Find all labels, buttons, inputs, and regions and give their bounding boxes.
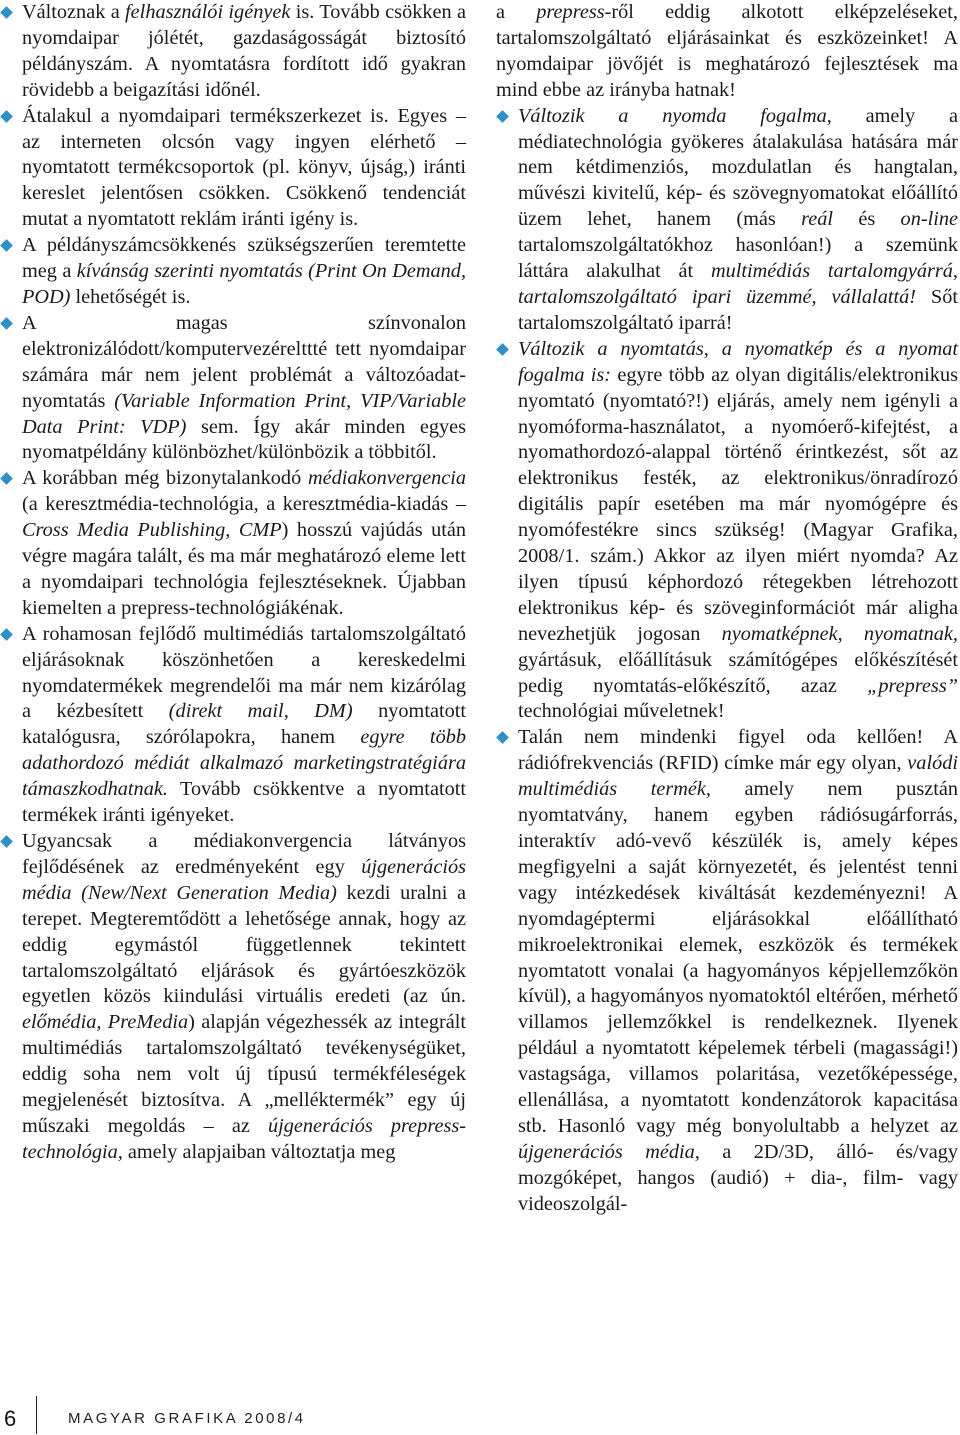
diamond-bullet-icon [496,732,509,745]
italic-text-run: Cross Media Publishing, CMP [22,519,282,542]
text-run: nyomtatott katalógusra, szórólapokra, hanem [22,700,467,749]
right-column [496,0,958,1218]
bullet-text [22,467,466,619]
text-run: kezdi uralni a terepet. Megteremtődött a lehetősége annak, hogy az eddig egymástól függetlennek tekintett tartalomszolgáltató eljárások és gyártóeszközök egyetlen közös kiindulási virtuális eredeti (az ún. [22,881,466,1008]
page-number: 6 [4,1406,17,1431]
diamond-bullet-icon [0,239,13,252]
bullet-item [496,104,958,337]
bullet-text [518,726,958,1214]
bullet-text [518,338,958,723]
text-run: A magas színvonalon elektronizálódott/komputervezérelttté tett nyomdaipar számára már nem jelent problémát a változóadat-nyomtatás [22,311,466,412]
diamond-bullet-icon [496,343,509,356]
bullet-text [22,623,466,826]
italic-text-run: multimédiás tartalomgyárrá, tartalomszolgáltató ipari üzemmé, vállalattá! [518,260,958,308]
text-run: A példányszámcsökkenés szükségszerűen teremtette meg a [22,234,466,283]
text-run: Sőt tartalomszolgáltató iparrá! [518,285,958,334]
text-run: Talán nem mindenki figyel oda kellően! A rádiófrekvenciás (RFID) címke már egy olyan, [518,726,958,775]
bullet-item [0,466,466,621]
italic-text-run: kívánság szerinti nyomtatás (Print On Demand, POD) [22,260,467,308]
italic-text-run: reál [801,208,834,231]
italic-text-run: újgenerációs prepress-technológia, [22,1114,466,1163]
bullet-text [22,234,466,308]
italic-text-run: újgenerációs média, [518,1140,700,1163]
italic-text-run: egyre több adathordozó médiát alkalmazó marketingstratégiára támaszkodhatnak. [22,726,466,801]
magazine-issue-label: MAGYAR GRAFIKA 2008/4 [68,1410,306,1427]
italic-text-run: prepress [536,1,605,23]
diamond-bullet-icon [0,6,13,19]
italic-text-run: on-line [900,208,958,231]
text-run: tartalomszolgáltatókhoz hasonlóan!) a szemünk láttára alakulhat át [518,234,958,283]
bullet-item [0,622,466,829]
text-run: egyre több az olyan digitális/elektronikus nyomtató (nyomtató?!) eljárás, amely nem igényli a nyomóforma-használatot, a nyomóerő-kifejtést, a nyomathordozó-alappal történő érintkezést, sőt az elektronikus festék, az elektronikus/önradírozó digitális papír esetében ma már nyomógépre és nyomófestékre sincs szükség! (Magyar Grafika, 2008/1. szám.) Akkor az ilyen miért nyomda? Az ilyen típusú képhordozó rétegekben létrehozott elektronikus kép- és szöveginformációt már aligha nevezhetjük jogosan [518,363,958,645]
bullet-item [0,829,466,1166]
bullet-item [0,311,466,466]
text-run: A rohamosan fejlődő multimédiás tartalomszolgáltató eljárásoknak köszönhetően a kereskedelmi nyomdatermékek megrendelői ma már nem kizárólag a kézbesített [22,622,466,723]
paragraph-text [496,1,958,101]
page-footer [0,1392,960,1435]
text-run: Átalakul a nyomdaipari termékszerkezet is. Egyes – az interneten olcsón vagy ingyen elérhető – nyomtatott termékcsoportok (pl. könyv, újság,) iránti kereslet jelentősen csökken. Csökkenő tendenciát mutat a nyomtatott reklám iránti igény is. [22,104,466,231]
italic-text-run: Változik a nyomtatás, a nyomatkép és a nyomat fogalma is: [518,337,958,386]
italic-text-run: előmédia, PreMedia [22,1011,189,1034]
text-run: amely a médiatechnológia gyökeres átalakulása hatására már nem kétdimenziós, mozdulatlan és hangtalan, művészi kivitelű, kép- és szövegnyomatokat előállító üzem lehet, hanem (más [518,104,958,231]
italic-text-run: valódi multimédiás termék, [518,752,958,801]
diamond-bullet-icon [0,628,13,641]
diamond-bullet-icon [0,317,13,330]
italic-text-run: újgenerációs média (New/Next Generation Media) [22,855,466,904]
italic-text-run: Változik a nyomda fogalma, [518,104,832,127]
text-run: sem. Így akár minden egyes nyomatpéldány különbözhet/különbözik a többitől. [22,415,467,464]
diamond-bullet-icon [0,472,13,485]
bullet-item [496,337,958,726]
text-run: ) hosszú vajúdás után végre magára talált, és ma már meghatározó eleme lett a nyomdaipari technológia fejlesztéseknek. Újabban kiemelten a prepress-technológiákénak. [22,519,466,619]
text-run: a 2D/3D, álló- és/vagy mozgóképet, hangos (audió) + dia-, film- vagy videoszolgál- [518,1140,958,1215]
italic-text-run: felhasználói igények [125,1,291,23]
text-run: és [833,208,901,231]
text-run: amely nem pusztán nyomtatvány, hanem egyben rádiósugárforrás, interaktív adó-vevő készülék is, amely képes megfigyelni a saját környezetét, és jelentést tenni vagy intézkedések kiváltását kezdeményezni! A nyomdagéptermi eljárásokkal előállítható mikroelektronikai elemek, eszközök és termékek nyomtatott vonalai (a hagyományos képjellemzőkön kívül), a hagyományos nyomatoktól eltérően, mérhető villamos jellemzőkkel is rendelkeznek. Ilyenek például a nyomtatott képelemek térbeli (magassági!) vastagsága, villamos polaritása, vezetőképessége, ellenállása, a nyomtatott kondenzátorok kapacitása stb. Hasonló vagy még bonyolultabb a helyzet az [518,778,959,1137]
italic-text-run: (direkt mail, DM) [168,700,353,723]
text-run: gyártásuk, előállításuk számítógépes előkészítését pedig nyomtatás-előkészítő, azaz [518,648,958,697]
text-run: -ről eddig alkotott elképzeléseket, tartalomszolgáltató eljárásainkat és eszközeinket! A nyomdaipar jövőjét is meghatározó fejlesztések ma mind ebbe az irányba hatnak! [496,1,958,101]
italic-text-run: médiakonvergencia [307,467,466,490]
bullet-item [0,104,466,234]
left-column [0,0,466,1166]
diamond-bullet-icon [0,110,13,123]
text-run: Ugyancsak a médiakonvergencia látványos fejlődésének az eredményeként egy [22,830,466,878]
bullet-item [0,233,466,311]
bullet-text [22,1,466,101]
text-run: a [496,1,537,23]
text-run: (a keresztmédia-technológia, a keresztmédia-kiadás – [22,493,466,516]
bullet-text [518,105,958,334]
bullet-item [0,0,466,104]
diamond-bullet-icon [496,110,509,123]
text-run: ) alapján végezhessék az integrált multimédiás tartalomszolgáltató tevékenységüket, eddig soha nem volt új típusú termékféleségek megjelenését biztosítva. A „melléktermék” egy új műszaki megoldás – az [22,1011,466,1137]
bullet-text [22,830,466,1163]
text-run: is. Tovább csökken a nyomdaipar jólétét, gazdaságosságát biztosító példányszám. A nyomtatásra fordított idő gyakran rövidebb a beigazítási időnél. [22,1,466,101]
italic-text-run: nyomatképnek, nyomatnak, [721,622,958,645]
bullet-text [22,312,466,464]
text-run: technológiai műveletnek! [518,700,725,723]
text-run: Változnak a [22,1,126,23]
text-run: amely alapjaiban változtatja meg [122,1140,396,1163]
text-run: Tovább csökkentve a nyomtatott termékek iránti igényeket. [22,778,466,827]
italic-text-run: „prepress” [867,674,958,697]
bullet-text [22,105,466,231]
bullet-item [496,725,958,1217]
italic-text-run: (Variable Information Print, VIP/Variable Data Print: VDP) [22,389,466,438]
text-run: A korábban még bizonytalankodó [22,467,308,490]
text-run: lehetőségét is. [70,285,191,308]
continued-paragraph [496,0,958,104]
diamond-bullet-icon [0,835,13,848]
